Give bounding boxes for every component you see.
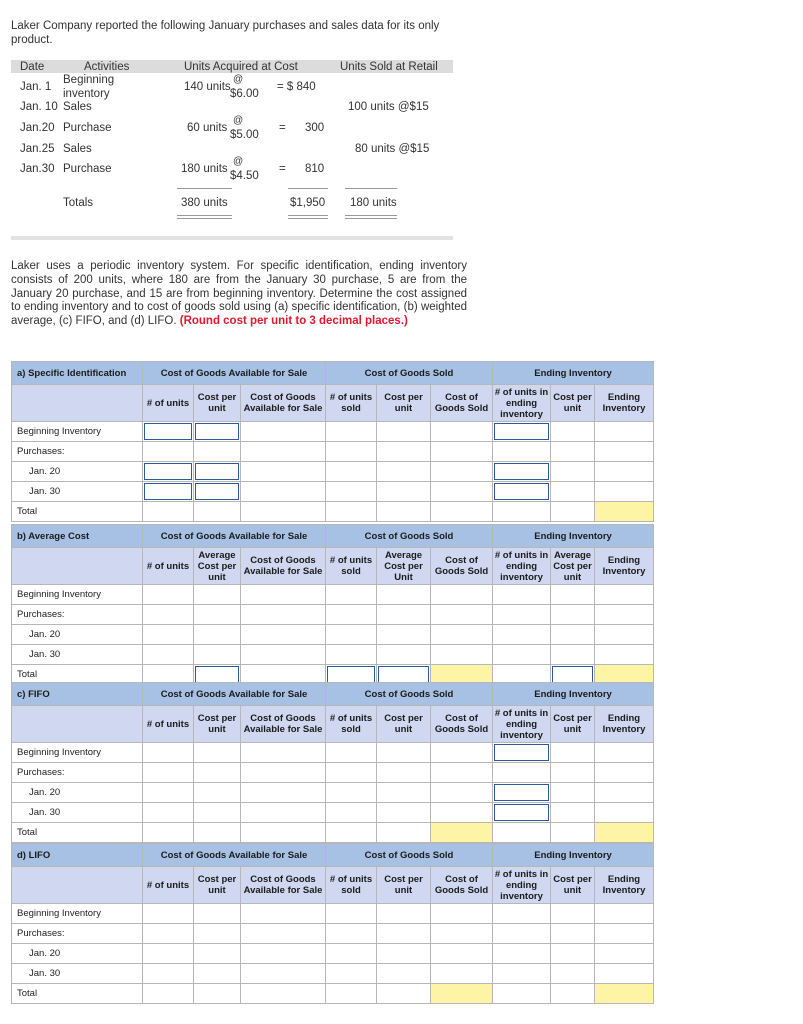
section-title: b) Average Cost (12, 525, 143, 548)
row-label: Purchases: (12, 442, 143, 462)
row-date: Jan. 10 (20, 101, 58, 113)
row-cost: $4.50 (230, 170, 259, 182)
ending-units-input[interactable] (494, 744, 549, 761)
row-label: Total (12, 823, 143, 843)
row-units: 140 units (184, 81, 231, 93)
row-label: Total (12, 502, 143, 522)
ending-units-input[interactable] (494, 463, 549, 480)
table-lifo (11, 843, 654, 1004)
col-header: Cost of Goods Sold (431, 548, 493, 585)
total-rule (288, 188, 328, 189)
ending-units-input[interactable] (494, 483, 549, 500)
cost-per-unit-input[interactable] (195, 423, 239, 440)
row-date: Jan.20 (20, 122, 55, 134)
col-header: # of units (143, 867, 194, 904)
row-activity: Purchase (63, 163, 112, 175)
double-rule (345, 215, 397, 216)
col-header: Cost per unit (194, 867, 241, 904)
row-activity: Sales (63, 143, 92, 155)
ending-inventory-total[interactable] (595, 984, 654, 1004)
group-cogs: Cost of Goods Sold (326, 525, 493, 548)
row-sold: 80 units @$15 (355, 143, 430, 155)
row-total: = $ 840 (277, 81, 316, 93)
row-label: Jan. 30 (12, 482, 143, 502)
col-header: Cost of Goods Sold (431, 706, 493, 743)
ending-inventory-total[interactable] (595, 823, 654, 843)
double-rule (345, 218, 397, 219)
intro-text: Laker Company reported the following January purchases and sales data for its only product. (11, 20, 440, 46)
group-cogs: Cost of Goods Sold (326, 844, 493, 867)
label-col (12, 706, 143, 743)
col-header: # of units (143, 385, 194, 422)
group-ending: Ending Inventory (493, 525, 654, 548)
row-label: Beginning Inventory (12, 904, 143, 924)
row-label: Jan. 30 (12, 964, 143, 984)
col-header: # of units in ending inventory (493, 548, 551, 585)
table-fifo (11, 682, 654, 843)
section-title: c) FIFO (12, 683, 143, 706)
col-header: Average Cost per unit (551, 548, 595, 585)
col-header: # of units sold (326, 867, 377, 904)
avg-cost-sold-input[interactable] (378, 666, 429, 683)
group-ending: Ending Inventory (493, 844, 654, 867)
cost-per-unit-input[interactable] (195, 483, 239, 500)
row-label: Jan. 30 (12, 645, 143, 665)
col-date: Date (20, 61, 45, 73)
row-label: Purchases: (12, 763, 143, 783)
col-header: Cost per unit (194, 385, 241, 422)
col-header: # of units sold (326, 706, 377, 743)
totals-units: 380 units (181, 197, 228, 209)
row-label: Purchases: (12, 924, 143, 944)
ending-units-input[interactable] (494, 804, 549, 821)
col-header: # of units (143, 548, 194, 585)
row-label: Beginning Inventory (12, 585, 143, 605)
row-sold: 100 units @$15 (348, 101, 429, 113)
instructions (11, 260, 467, 329)
col-header: Ending Inventory (595, 385, 654, 422)
units-input[interactable] (144, 463, 192, 480)
row-date: Jan. 1 (20, 81, 52, 93)
col-header: Cost per unit (551, 706, 595, 743)
row-total: 300 (305, 122, 325, 134)
col-header: Cost per unit (551, 867, 595, 904)
totals-sold: 180 units (350, 197, 397, 209)
col-header: Cost per unit (194, 706, 241, 743)
double-rule (177, 215, 232, 216)
col-header: Ending Inventory (595, 706, 654, 743)
row-at: @ (233, 156, 244, 167)
row-label: Total (12, 665, 143, 685)
row-cost: $6.00 (230, 88, 259, 100)
col-header: Cost per unit (377, 867, 431, 904)
label-col (12, 867, 143, 904)
col-header: Cost per unit (551, 385, 595, 422)
row-at: @ (233, 74, 244, 85)
table-specific-identification (11, 361, 654, 522)
row-label: Beginning Inventory (12, 743, 143, 763)
col-header: # of units sold (326, 385, 377, 422)
col-activities: Activities (84, 61, 130, 73)
row-cost: $5.00 (230, 129, 259, 141)
group-cogas: Cost of Goods Available for Sale (143, 525, 326, 548)
col-header: # of units in ending inventory (493, 385, 551, 422)
row-total: 810 (305, 163, 325, 175)
row-label: Beginning Inventory (12, 422, 143, 442)
row-activity: Beginning inventory (63, 74, 115, 100)
group-cogs: Cost of Goods Sold (326, 362, 493, 385)
col-header: Cost of Goods Available for Sale (241, 867, 326, 904)
ending-units-input[interactable] (494, 423, 549, 440)
row-activity: Purchase (63, 122, 112, 134)
ending-units-input[interactable] (494, 784, 549, 801)
col-header: # of units sold (326, 548, 377, 585)
col-header: # of units in ending inventory (493, 867, 551, 904)
row-label: Purchases: (12, 605, 143, 625)
group-ending: Ending Inventory (493, 683, 654, 706)
row-at: @ (233, 115, 244, 126)
double-rule (288, 215, 328, 216)
row-label: Jan. 30 (12, 803, 143, 823)
col-header: Cost of Goods Sold (431, 385, 493, 422)
section-title: a) Specific Identification (12, 362, 143, 385)
col-header: Cost per unit (377, 706, 431, 743)
cogs-total[interactable] (431, 823, 493, 843)
ending-inventory-total[interactable] (595, 502, 654, 522)
col-header: Cost of Goods Sold (431, 867, 493, 904)
group-cogas: Cost of Goods Available for Sale (143, 362, 326, 385)
section-title: d) LIFO (12, 844, 143, 867)
scroll-divider (11, 236, 453, 240)
double-rule (288, 218, 328, 219)
col-sold: Units Sold at Retail (340, 61, 438, 73)
row-eq: = (279, 122, 286, 134)
avg-cost-ending-input[interactable] (552, 666, 593, 683)
row-label: Jan. 20 (12, 625, 143, 645)
cost-per-unit-input[interactable] (195, 463, 239, 480)
row-units: 180 units (181, 163, 228, 175)
row-label: Total (12, 984, 143, 1004)
row-activity: Sales (63, 101, 92, 113)
row-label: Jan. 20 (12, 944, 143, 964)
col-header: Cost of Goods Available for Sale (241, 706, 326, 743)
totals-label: Totals (63, 197, 94, 209)
row-label: Jan. 20 (12, 462, 143, 482)
table-average-cost (11, 524, 654, 685)
row-units: 60 units (187, 122, 228, 134)
col-acquired: Units Acquired at Cost (184, 61, 298, 73)
row-date: Jan.25 (20, 143, 55, 155)
col-header: Ending Inventory (595, 548, 654, 585)
label-col (12, 548, 143, 585)
units-input[interactable] (144, 423, 192, 440)
group-cogas: Cost of Goods Available for Sale (143, 844, 326, 867)
cogs-total[interactable] (431, 984, 493, 1004)
group-cogas: Cost of Goods Available for Sale (143, 683, 326, 706)
rounding-note: (Round cost per unit to 3 decimal places.) (179, 315, 408, 328)
row-eq: = (279, 163, 286, 175)
instructions-text: Laker uses a periodic inventory system. For specific identification, ending inventory consists of 200 units, where 180 are from the January 30 purchase, 5 are from the January 20 purchase, and 15 are from beginning inventory. Determine the cost assigned to ending inventory and to cost of goods sold using (a) specific identification, (b) weighted average, (c) FIFO, and (d) LIFO. (11, 260, 467, 328)
col-header: Average Cost per unit (194, 548, 241, 585)
double-rule (177, 218, 232, 219)
row-label: Jan. 20 (12, 783, 143, 803)
col-header: # of units in ending inventory (493, 706, 551, 743)
group-cogs: Cost of Goods Sold (326, 683, 493, 706)
total-rule (177, 188, 232, 189)
col-header: Cost of Goods Available for Sale (241, 548, 326, 585)
units-sold-input[interactable] (327, 666, 375, 683)
totals-cost: $1,950 (290, 197, 326, 209)
col-header: Ending Inventory (595, 867, 654, 904)
col-header: Average Cost per Unit (377, 548, 431, 585)
units-input[interactable] (144, 483, 192, 500)
row-date: Jan.30 (20, 163, 55, 175)
col-header: # of units (143, 706, 194, 743)
group-ending: Ending Inventory (493, 362, 654, 385)
total-rule (345, 188, 397, 189)
avg-cost-input[interactable] (195, 666, 239, 683)
label-col (12, 385, 143, 422)
col-header: Cost per unit (377, 385, 431, 422)
col-header: Cost of Goods Available for Sale (241, 385, 326, 422)
